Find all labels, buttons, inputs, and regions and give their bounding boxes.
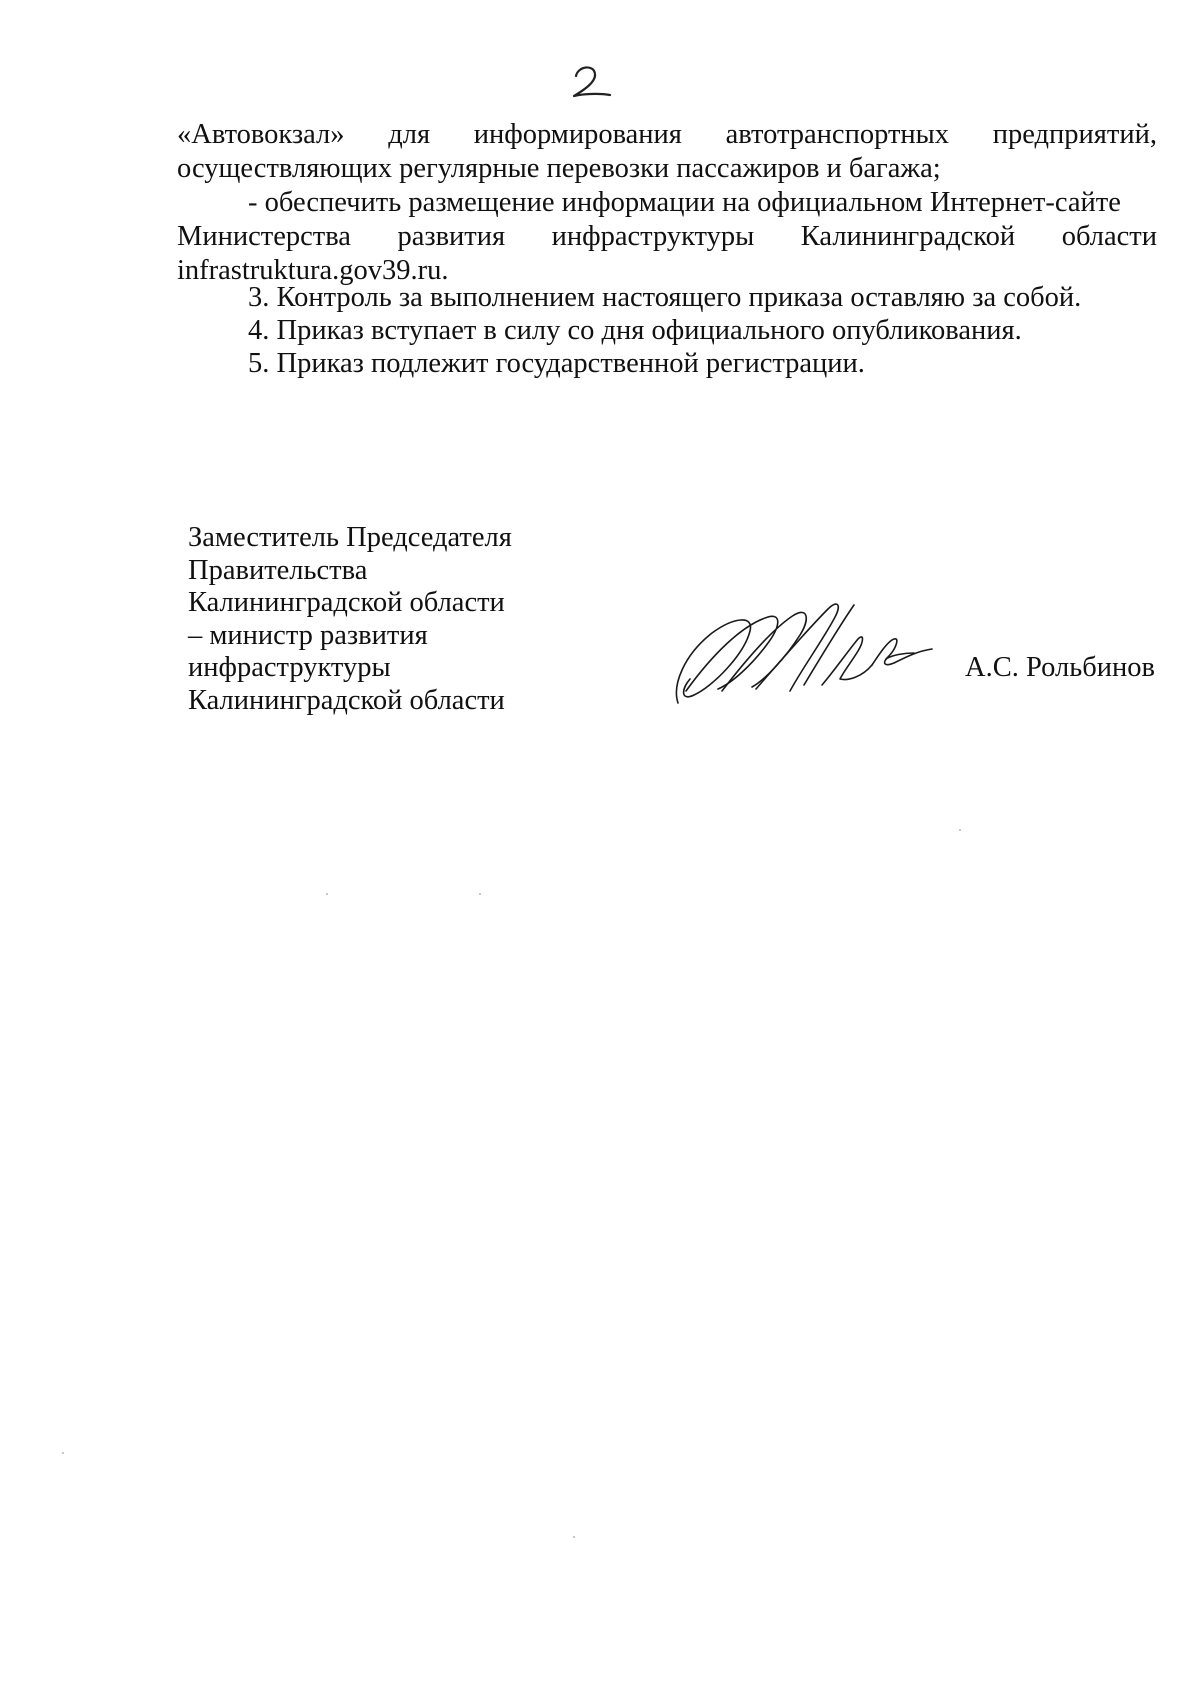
word: инфраструктуры	[551, 221, 755, 252]
indented-line	[177, 186, 1157, 220]
item-5-registration: 5. Приказ подлежит государственной регистрации.	[248, 348, 865, 379]
scan-speck	[62, 1452, 64, 1454]
position-line: Правительства	[188, 554, 368, 586]
page-number-handwritten	[568, 62, 618, 102]
scan-speck	[479, 893, 481, 895]
position-line: Калининградской области	[188, 587, 505, 618]
word: предприятий,	[992, 119, 1157, 150]
handwritten-signature	[672, 595, 942, 715]
word: для	[388, 119, 431, 150]
website-url: infrastruktura.gov39.ru.	[177, 255, 449, 286]
word: «Автовокзал»	[177, 119, 345, 150]
position-line: Заместитель Председателя	[188, 522, 512, 553]
justified-line	[177, 220, 1157, 254]
word: Министерства	[177, 221, 351, 252]
text-line: осуществляющих регулярные перевозки пассажиров и багажа;	[177, 153, 941, 184]
paragraph-autovokzal	[177, 118, 1157, 186]
paragraph-website-info	[177, 186, 1157, 288]
word: области	[1061, 221, 1157, 252]
word: развития	[397, 221, 506, 252]
position-line: Калининградской области	[188, 684, 505, 716]
word: Калининградской	[800, 221, 1016, 252]
signatory-position	[188, 522, 512, 717]
position-line: – министр развития	[188, 619, 428, 651]
item-3-control: 3. Контроль за выполнением настоящего приказа оставляю за собой.	[248, 282, 1082, 313]
scan-speck	[326, 893, 328, 895]
justified-line	[177, 118, 1157, 152]
word: автотранспортных	[725, 119, 950, 150]
word: информирования	[473, 119, 682, 150]
signer-name: А.С. Рольбинов	[965, 652, 1155, 683]
scan-speck	[573, 1536, 575, 1538]
text-line: - обеспечить размещение информации на официальном Интернет-сайте	[248, 187, 1121, 218]
position-line: инфраструктуры	[188, 652, 391, 683]
item-4-effective: 4. Приказ вступает в силу со дня официального опубликования.	[248, 315, 1022, 346]
scan-speck	[959, 829, 961, 831]
